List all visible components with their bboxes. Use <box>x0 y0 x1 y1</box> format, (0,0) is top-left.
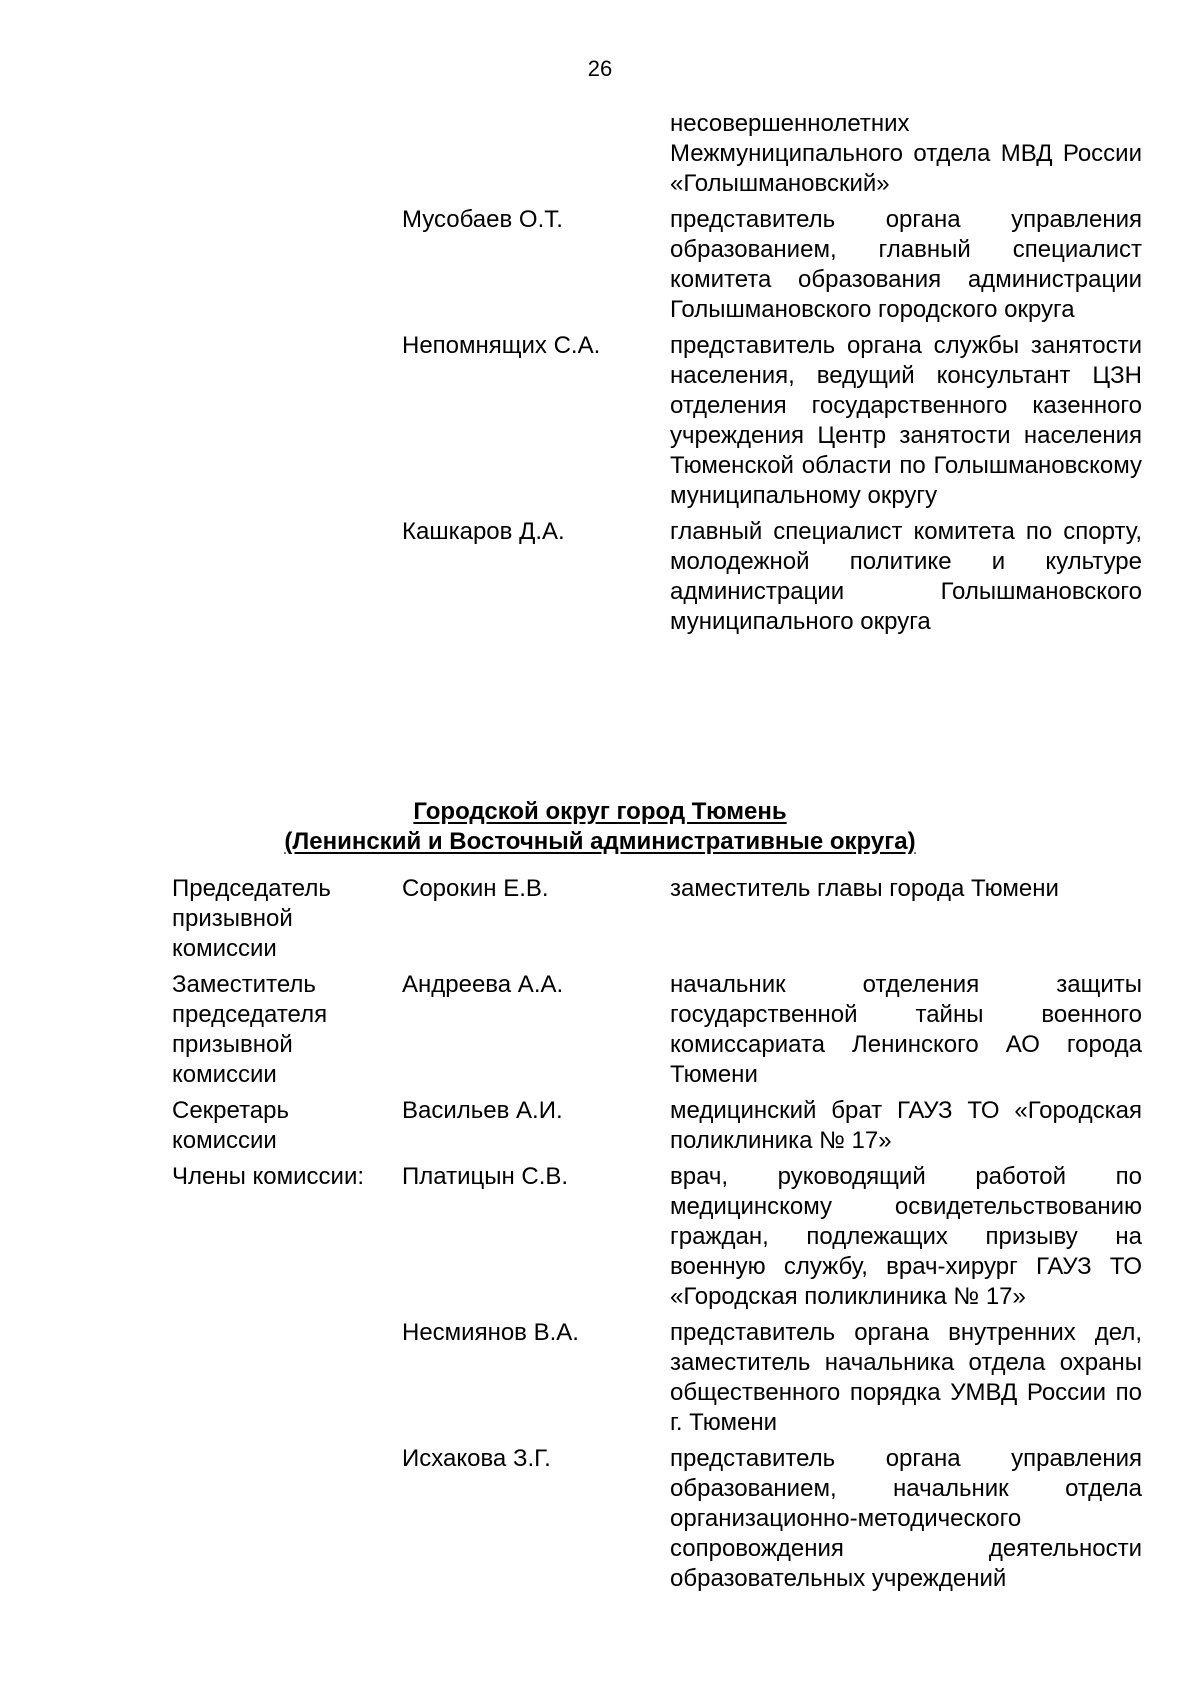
member-position: главный специалист комитета по спорту, молодежной политике и культуре администрации Голышмановского муниципального округа <box>670 518 1142 635</box>
member-position: представитель органа службы занятости населения, ведущий консультант ЦЗН отделения государственного казенного учреждения Центр занятости населения Тюменской области по Голышмановскому муниципальному округу <box>670 332 1142 509</box>
member-name: Платицын С.В. <box>402 1163 569 1190</box>
member-name: Исхакова З.Г. <box>402 1445 551 1472</box>
table-row <box>0 331 1200 511</box>
table-row <box>0 1444 1200 1594</box>
member-name: Васильев А.И. <box>402 1097 563 1124</box>
member-role: Члены комиссии: <box>172 1163 365 1190</box>
member-position: врач, руководящий работой по медицинскому освидетельствованию граждан, подлежащих призыву на военную службу, врач-хирург ГАУЗ ТО «Городская поликлиника № 17» <box>670 1163 1142 1310</box>
tyumen-commission-list <box>0 874 1200 1600</box>
page-number: 26 <box>587 56 613 81</box>
member-name: Кашкаров Д.А. <box>402 518 565 545</box>
member-name: Андреева А.А. <box>402 971 564 998</box>
member-position: заместитель главы города Тюмени <box>670 875 1059 902</box>
section-heading-line2: (Ленинский и Восточный административные округа) <box>284 828 916 855</box>
member-name: Мусобаев О.Т. <box>402 206 563 233</box>
member-role: Заместитель председателя призывной комиссии <box>172 971 328 1088</box>
table-row <box>0 517 1200 637</box>
table-row <box>0 970 1200 1090</box>
member-position: начальник отделения защиты государственной тайны военного комиссариата Ленинского АО города Тюмени <box>670 971 1142 1088</box>
member-name: Непомнящих С.А. <box>402 332 601 359</box>
top-commission-list <box>0 109 1200 643</box>
member-position: представитель органа внутренних дел, заместитель начальника отдела охраны общественного порядка УМВД России по г. Тюмени <box>670 1319 1142 1436</box>
member-position: представитель органа управления образованием, главный специалист комитета образования администрации Голышмановского городского округа <box>670 206 1142 323</box>
table-row <box>0 874 1200 964</box>
section-heading-line1: Городской округ город Тюмень <box>413 798 787 825</box>
member-role: Секретарь комиссии <box>172 1097 289 1154</box>
member-position: представитель органа управления образованием, начальник отдела организационно-методического сопровождения деятельности образовательных учреждений <box>670 1445 1142 1592</box>
section-heading <box>0 797 1200 857</box>
table-row <box>0 1318 1200 1438</box>
table-row <box>0 205 1200 325</box>
table-row <box>0 1162 1200 1312</box>
member-position: медицинский брат ГАУЗ ТО «Городская поликлиника № 17» <box>670 1097 1142 1154</box>
member-name: Несмиянов В.А. <box>402 1319 579 1346</box>
member-role: Председатель призывной комиссии <box>172 875 331 962</box>
member-position: несовершеннолетних Межмуниципального отдела МВД России «Голышмановский» <box>670 110 1142 197</box>
member-name: Сорокин Е.В. <box>402 875 549 902</box>
table-row <box>0 109 1200 199</box>
table-row <box>0 1096 1200 1156</box>
